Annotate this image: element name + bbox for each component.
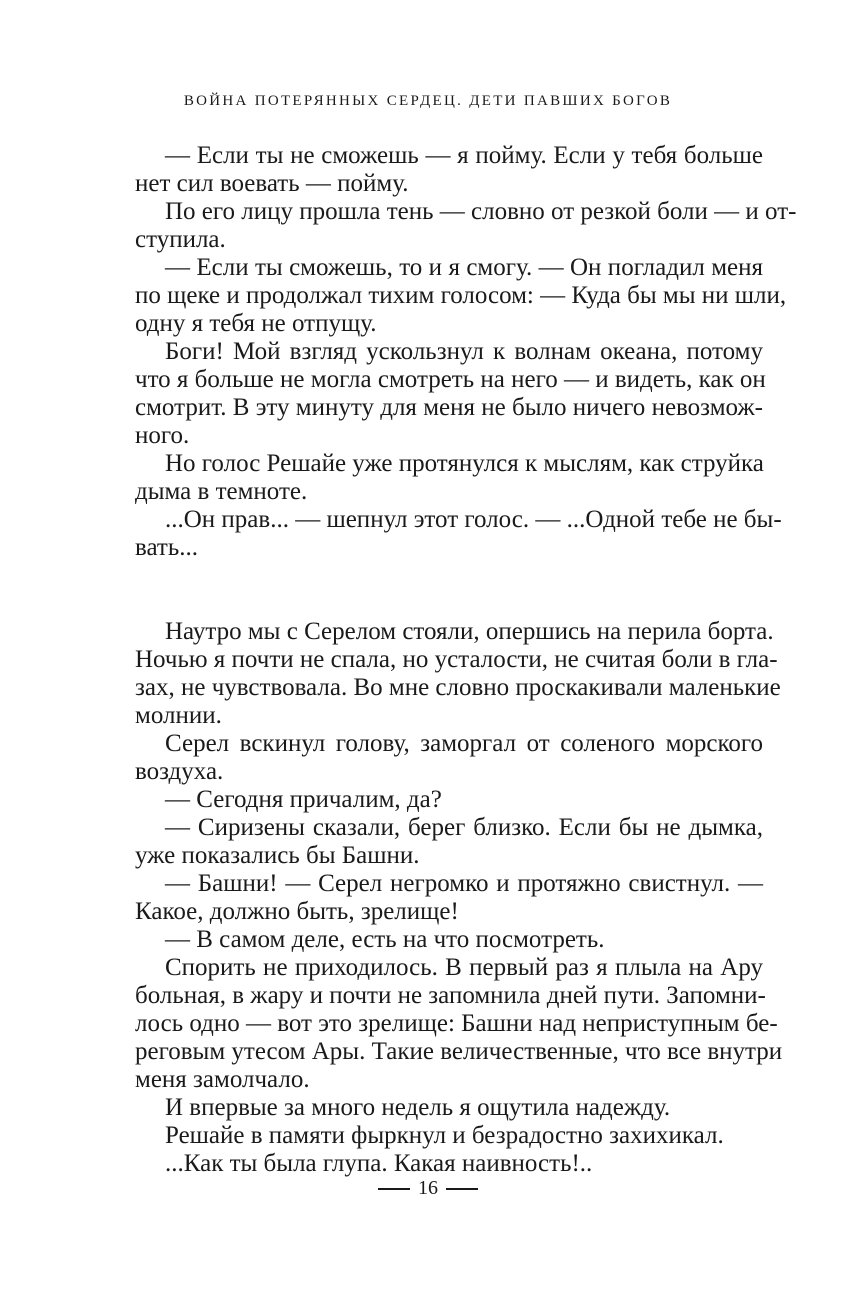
text-line: смотрит. В эту минуту для меня не было ничего невозмож- [135, 394, 763, 421]
text-line: лось одно — вот это зрелище: Башни над неприступным бе- [135, 1010, 778, 1037]
text-line: И впервые за много недель я ощутила надежду. [165, 1094, 671, 1121]
page-number-text: 16 [418, 1177, 438, 1199]
text-line: одну я тебя не отпущу. [135, 310, 377, 337]
text-line: нет сил воевать — пойму. [135, 170, 409, 197]
text-line: Наутро мы с Серелом стояли, опершись на перила борта. [165, 618, 774, 645]
folio-dash-right [446, 1188, 478, 1190]
text-line: Серел вскинул голову, заморгал от соленого морского [165, 730, 763, 757]
text-line: ступила. [135, 226, 226, 253]
page-number [0, 1177, 856, 1200]
text-line: — Если ты не сможешь — я пойму. Если у тебя больше [165, 142, 763, 169]
text-line: Решайе в памяти фыркнул и безрадостно захихикал. [165, 1122, 724, 1149]
text-line: воздуха. [135, 758, 224, 785]
text-line: больная, в жару и почти не запомнила дней пути. Запомни- [135, 982, 766, 1009]
text-line: — Если ты сможешь, то и я смогу. — Он погладил меня [165, 254, 763, 281]
body-text [135, 142, 797, 1178]
text-line: по щеке и продолжал тихим голосом: — Куда бы мы ни шли, [135, 282, 787, 309]
text-line: — Башни! — Серел негромко и протяжно свистнул. — [165, 870, 763, 897]
running-header: ВОЙНА ПОТЕРЯННЫХ СЕРДЕЦ. ДЕТИ ПАВШИХ БОГОВ [183, 93, 673, 109]
text-line: Спорить не приходилось. В первый раз я плыла на Ару [165, 954, 763, 981]
text-line: Боги! Мой взгляд ускользнул к волнам океана, потому [165, 338, 763, 365]
text-line: молнии. [135, 702, 222, 729]
text-line: меня замолчало. [135, 1066, 310, 1093]
section-break [135, 562, 763, 618]
text-line: По его лицу прошла тень — словно от резкой боли — и от- [165, 198, 797, 225]
text-line: зах, не чувствовала. Во мне словно проскакивали маленькие [135, 674, 781, 701]
text-line: ...Как ты была глупа. Какая наивность!.. [165, 1150, 593, 1177]
text-line: реговым утесом Ары. Такие величественные, что все внутри [135, 1038, 783, 1065]
text-line: дыма в темноте. [135, 478, 308, 505]
text-line: ...Он прав... — шепнул этот голос. — ...Одной тебе не бы- [165, 506, 782, 533]
text-line: Ночью я почти не спала, но усталости, не считая боли в гла- [135, 646, 778, 673]
text-line: Но голос Решайе уже протянулся к мыслям, как струйка [165, 450, 764, 477]
text-line: — В самом деле, есть на что посмотреть. [165, 926, 605, 953]
text-line: вать... [135, 534, 199, 561]
text-line: ного. [135, 422, 190, 449]
text-line: Какое, должно быть, зрелище! [135, 898, 459, 925]
text-line: — Сиризены сказали, берег близко. Если бы не дымка, [165, 814, 763, 841]
text-line: уже показались бы Башни. [135, 842, 420, 869]
folio-dash-left [378, 1188, 410, 1190]
text-line: что я больше не могла смотреть на него — и видеть, как он [135, 366, 766, 393]
text-line: — Сегодня причалим, да? [165, 786, 442, 813]
